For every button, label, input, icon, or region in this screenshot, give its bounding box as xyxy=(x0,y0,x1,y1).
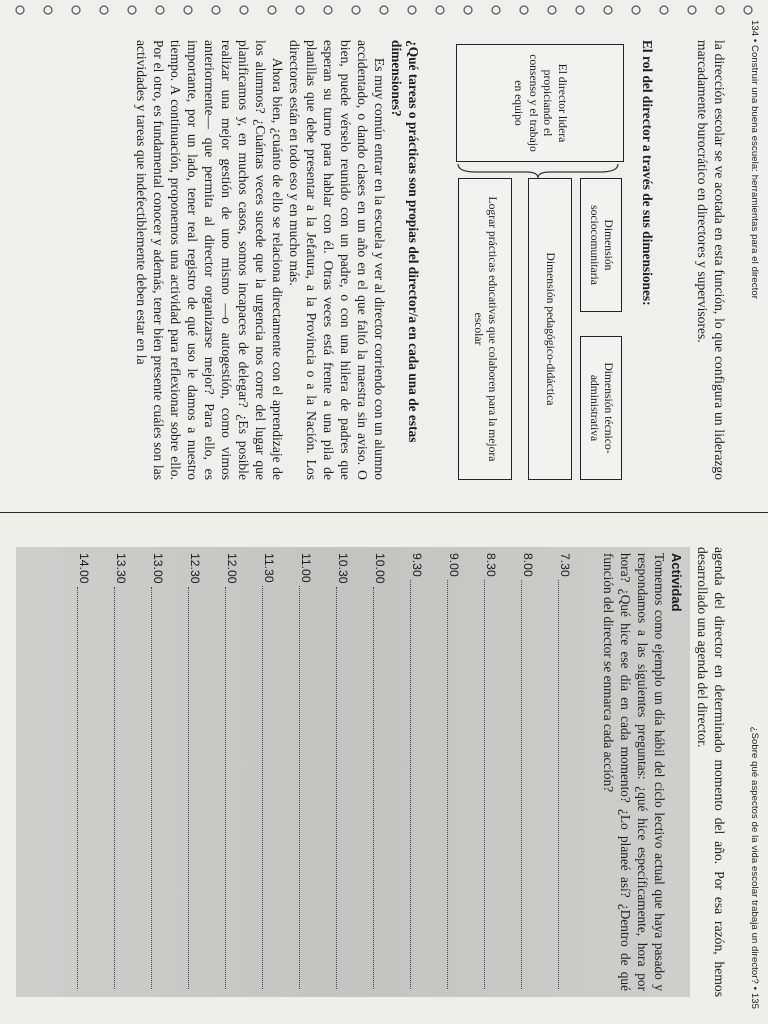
intro-paragraph xyxy=(694,40,728,480)
director-leads-box: El director lidera propiciando el consenso y el trabajo en equipo xyxy=(456,44,624,162)
time-slot-row xyxy=(447,553,463,989)
right-page xyxy=(0,512,768,1024)
time-slot-dotted-line xyxy=(484,580,496,989)
time-slot-label: 9.30 xyxy=(410,553,424,577)
time-slot-row xyxy=(188,553,204,989)
intro-text: la dirección escolar se ve acotada en esta función, lo que configura un liderazgo marcadamente burocrático en directores y supervisores. xyxy=(695,40,727,480)
right-running-head: ¿Sobre qué aspectos de la vida escolar trabaja un director? • 135 xyxy=(749,726,760,1009)
time-slot-dotted-line xyxy=(373,587,385,990)
actividad-box xyxy=(16,547,690,997)
time-slot-dotted-line xyxy=(447,580,459,989)
binder-holes-decoration xyxy=(0,0,768,24)
time-slot-dotted-line xyxy=(77,587,89,990)
section-heading: ¿Qué tareas o prácticas son propias del director/a en cada una de estas dimensiones? xyxy=(389,40,421,443)
time-slot-dotted-line xyxy=(299,586,311,989)
agenda-paragraph xyxy=(694,547,728,997)
time-slot-label: 12.00 xyxy=(225,553,239,584)
dimension-tecnico-box: Dimensión técnico-administrativa xyxy=(580,336,622,480)
paragraph-1: Es muy común entrar en la escuela y ver al director corriendo con un alumno accidentado, o dando clases en un año en el que faltó la maestra sin aviso. O bien, puede vérselo reunido con un padre, o con una hilera de padres que esperan su turno para hablar con él. Otras veces está frente a una pila de planillas que debe presentar a la Jefatura, a la Provincia o a la Nación. Los directores están en todo eso y en mucho más. xyxy=(287,40,387,480)
time-slot-row xyxy=(484,553,500,989)
time-slot-row xyxy=(410,553,426,989)
time-slot-label: 10.00 xyxy=(373,553,387,584)
paragraph-2: Ahora bien, ¿cuánto de ello se relaciona directamente con el aprendizaje de los alumnos? ¿Cuántas veces sucede que la urgencia nos corre del lugar que planificamos y, en muchos casos, somos incapaces de delegar? ¿Es posible realizar una mejor gestión de uno mismo —o autogestión, como vimos anteriormente— que permita al director organizarse mejor? Para ello, es importante, por un lado, tener real registro de qué uso le damos a nuestro tiempo. A continuación, proponemos una actividad para reflexionar sobre ello. Por el otro, es fundamental conocer y además, tener bien presente cuáles son las actividades y tareas que indefectiblemente deben estar en la xyxy=(134,40,285,480)
time-slot-dotted-line xyxy=(521,580,533,989)
left-running-head: 134 • Construir una buena escuela: herramientas para el director xyxy=(749,20,760,300)
logro-practicas-box: Lograr prácticas educativas que colaboren para la mejora escolar xyxy=(458,178,512,480)
time-slot-dotted-line xyxy=(151,587,163,990)
time-slot-label: 14.00 xyxy=(77,553,91,584)
dimension-pedagogica-box: Dimensión pedagógico-didáctica xyxy=(528,178,572,480)
time-slot-dotted-line xyxy=(114,587,126,990)
time-slot-label: 12.30 xyxy=(188,553,202,584)
time-slot-dotted-line xyxy=(558,580,570,989)
time-slot-dotted-line xyxy=(410,580,422,989)
time-slot-row xyxy=(77,553,93,989)
time-slot-dotted-line xyxy=(188,587,200,990)
rol-heading: El rol del director a través de sus dimensiones: xyxy=(640,40,655,306)
time-slot-row xyxy=(336,553,352,989)
actividad-title: Actividad xyxy=(669,553,684,612)
time-slot-label: 11.30 xyxy=(262,553,276,583)
time-slot-label: 8.30 xyxy=(484,553,498,577)
brace-connector xyxy=(456,162,620,178)
time-slot-row xyxy=(299,553,315,989)
time-slot-row xyxy=(151,553,167,989)
director-dimensions-diagram xyxy=(424,40,624,480)
time-slot-label: 13.30 xyxy=(114,553,128,584)
time-slot-label: 11.00 xyxy=(299,553,313,583)
dimension-sociocomunitaria-box: Dimensión sociocomunitaria xyxy=(580,178,622,312)
time-slot-row xyxy=(373,553,389,989)
time-slot-row xyxy=(521,553,537,989)
time-slot-dotted-line xyxy=(336,587,348,990)
time-slot-row xyxy=(225,553,241,989)
time-slot-dotted-line xyxy=(262,586,274,989)
agenda-text: agenda del director en determinado momento del año. Por esa razón, hemos desarrollado una agenda del director. xyxy=(695,547,727,997)
time-slot-label: 9.00 xyxy=(447,553,461,577)
time-slot-label: 7.30 xyxy=(558,553,572,577)
actividad-description: Tomemos como ejemplo un día hábil del ciclo lectivo actual que haya pasado y respondamos a las siguientes preguntas: ¿qué hice específicamente, hora por hora? ¿Qué hice ese día en cada momento? ¿Lo planeé así? ¿Dentro de qué función del director se enmarca cada acción? xyxy=(601,553,667,991)
time-slot-row xyxy=(114,553,130,989)
body-text xyxy=(133,40,388,480)
time-slot-label: 10.30 xyxy=(336,553,350,584)
time-slot-label: 8.00 xyxy=(521,553,535,577)
time-slot-label: 13.00 xyxy=(151,553,165,584)
time-slot-row xyxy=(262,553,278,989)
time-slot-dotted-line xyxy=(225,587,237,990)
time-slot-row xyxy=(558,553,574,989)
